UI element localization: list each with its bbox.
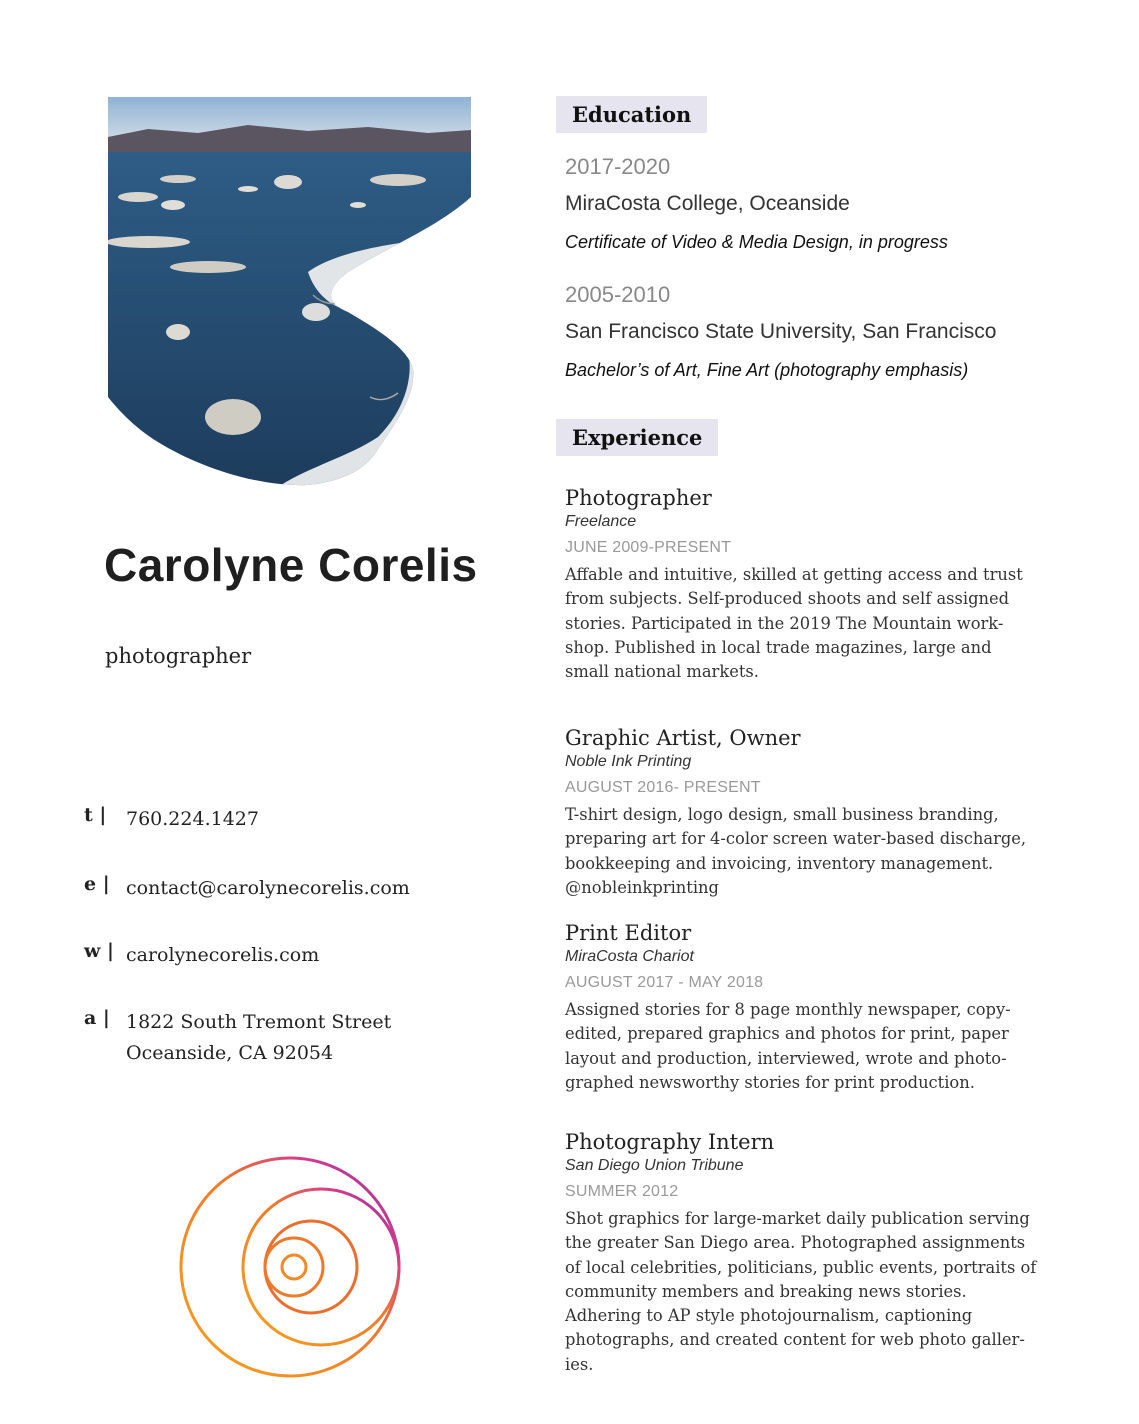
job-entry [565, 1129, 1065, 1377]
contact-email [84, 873, 410, 904]
job-description: Shot graphics for large-market daily publication serving the greater San Diego area. Photographed assignments of local celebrities, politicians, public events, portraits of community members and breaking news stories. Adhering to AP style photojournalism, captioning photographs, and created content for web photo galler- ies. [565, 1209, 1037, 1374]
job-title: Photography Intern [565, 1130, 775, 1154]
contact-phone [84, 804, 259, 835]
job-description: Assigned stories for 8 page monthly newspaper, copy- edited, prepared graphics and photos for print, paper layout and production, interviewed, wrote and photo- graphed newsworthy stories for print production. [565, 1000, 1011, 1092]
contact-address [84, 1007, 391, 1069]
website-value[interactable]: carolynecorelis.com [126, 944, 320, 966]
candidate-role: photographer [105, 644, 252, 668]
edu-2-years: 2005-2010 [565, 282, 671, 307]
profile-photo [108, 97, 471, 487]
candidate-name: Carolyne Corelis [104, 539, 478, 591]
website-label: w | [84, 940, 114, 962]
email-label: e | [84, 873, 110, 895]
edu-2-school: San Francisco State University, San Francisco [565, 320, 997, 343]
job-entry [565, 920, 1065, 1095]
job-title: Photographer [565, 486, 712, 510]
email-value[interactable]: contact@carolynecorelis.com [126, 877, 410, 899]
job-entry [565, 725, 1065, 900]
job-company: Noble Ink Printing [565, 753, 692, 770]
experience-heading: Experience [556, 419, 718, 456]
job-dates: JUNE 2009-PRESENT [565, 539, 732, 556]
job-description: Affable and intuitive, skilled at getting access and trust from subjects. Self-produced shoots and self assigned stories. Participated in the 2019 The Mountain work- shop. Published in local trade magazines, large and small national markets. [565, 565, 1023, 682]
address-label: a | [84, 1007, 110, 1029]
phone-label: t | [84, 804, 107, 826]
job-title: Graphic Artist, Owner [565, 726, 801, 750]
job-entry [565, 485, 1065, 684]
job-company: San Diego Union Tribune [565, 1157, 744, 1174]
job-company: MiraCosta Chariot [565, 948, 694, 965]
job-title: Print Editor [565, 921, 692, 945]
edu-2-degree: Bachelor’s of Art, Fine Art (photography emphasis) [565, 360, 969, 380]
edu-1-school: MiraCosta College, Oceanside [565, 192, 850, 215]
job-description: T-shirt design, logo design, small business branding, preparing art for 4-color screen water-based discharge, bookkeeping and invoicing, inventory management. @nobleinkprinting [565, 805, 1027, 897]
edu-1-degree: Certificate of Video & Media Design, in progress [565, 232, 948, 252]
job-dates: SUMMER 2012 [565, 1183, 679, 1200]
address-line-1: 1822 South Tremont Street [126, 1011, 392, 1033]
spiral-logo-icon [170, 1150, 410, 1386]
job-dates: AUGUST 2017 - MAY 2018 [565, 974, 764, 991]
edu-1-years: 2017-2020 [565, 154, 671, 179]
job-company: Freelance [565, 513, 637, 530]
address-value [126, 1007, 391, 1069]
education-heading: Education [556, 96, 707, 133]
address-line-2: Oceanside, CA 92054 [126, 1042, 334, 1064]
contact-website [84, 940, 319, 971]
phone-value[interactable]: 760.224.1427 [126, 808, 259, 830]
job-dates: AUGUST 2016- PRESENT [565, 779, 761, 796]
